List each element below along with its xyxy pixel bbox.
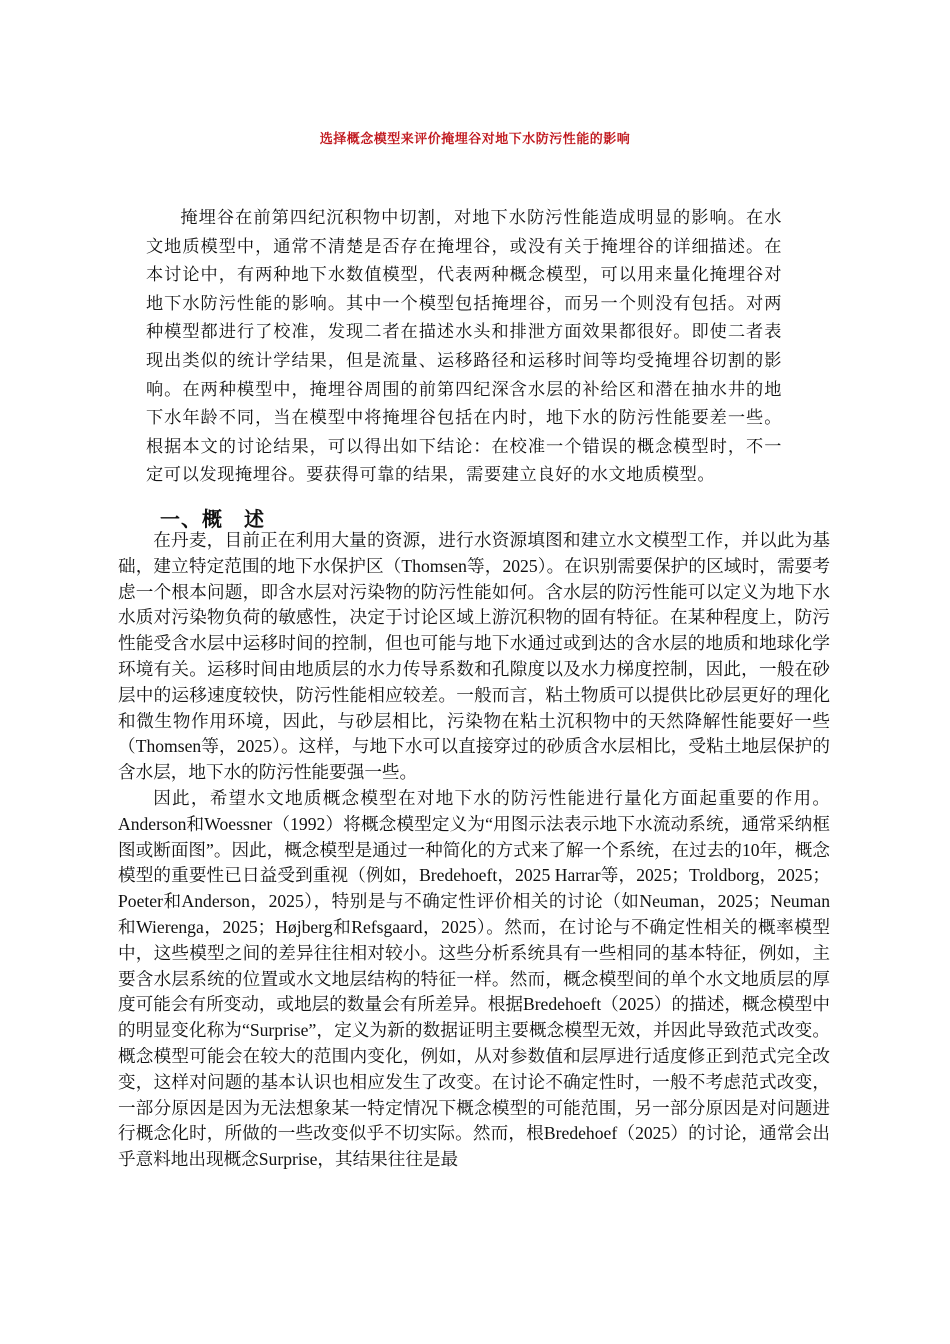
abstract: 掩埋谷在前第四纪沉积物中切割，对地下水防污性能造成明显的影响。在水文地质模型中，通常不清楚是否存在掩埋谷，或没有关于掩埋谷的详细描述。在本讨论中，有两种地下水数值模型，代表两种概念模型，可以用来量化掩埋谷对地下水防污性能的影响。其中一个模型包括掩埋谷，而另一个则没有包括。对两种模型都进行了校准，发现二者在描述水头和排泄方面效果都很好。即使二者表现出类似的统计学结果，但是流量、运移路径和运移时间等均受掩埋谷切割的影响。在两种模型中，掩埋谷周围的前第四纪深含水层的补给区和潜在抽水井的地下水年龄不同，当在模型中将掩埋谷包括在内时，地下水的防污性能要差一些。根据本文的讨论结果，可以得出如下结论：在校准一个错误的概念模型时，不一定可以发现掩埋谷。要获得可靠的结果，需要建立良好的水文地质模型。 — [146, 208, 782, 486]
body-text — [118, 528, 830, 1173]
section-heading: 一、概 述 — [160, 507, 265, 531]
paper-title: 选择概念模型来评价掩埋谷对地下水防污性能的影响 — [319, 132, 631, 147]
paragraph: 在丹麦，目前正在利用大量的资源，进行水资源填图和建立水文模型工作，并以此为基础，建立特定范围的地下水保护区（Thomsen等，2025）。在识别需要保护的区域时，需要考虑一个根本问题，即含水层对污染物的防污性能如何。含水层的防污性能可以定义为地下水水质对污染物负荷的敏感性，决定于讨论区域上游沉积物的固有特征。在某种程度上，防污性能受含水层中运移时间的控制，但也可能与地下水通过或到达的含水层的地质和地球化学环境有关。运移时间由地质层的水力传导系数和孔隙度以及水力梯度控制，因此，一般在砂层中的运移速度较快，防污性能相应较差。一般而言，粘土物质可以提供比砂层更好的理化和微生物作用环境，因此，与砂层相比，污染物在粘土沉积物中的天然降解性能要好一些（Thomsen等，2025）。这样，与地下水可以直接穿过的砂质含水层相比，受粘土地层保护的含水层，地下水的防污性能要强一些。 — [118, 530, 830, 783]
paragraph: 因此，希望水文地质概念模型在对地下水的防污性能进行量化方面起重要的作用。Anderson和Woessner（1992）将概念模型定义为“用图示法表示地下水流动系统，通常采纳框图或断面图”。因此，概念模型是通过一种简化的方式来了解一个系统，在过去的10年，概念模型的重要性已日益受到重视（例如，Bredehoeft，2025 Harrar等，2025；Troldborg，2025；Poeter和Anderson，2025），特别是与不确定性评价相关的讨论（如Neuman，2025；Neuman和Wierenga，2025；Højberg和Refsgaard，2025）。然而，在讨论与不确定性相关的概率模型中，这些模型之间的差异往往相对较小。这些分析系统具有一些相同的基本特征，例如，主要含水层系统的位置或水文地层结构的特征一样。然而，概念模型间的单个水文地质层的厚度可能会有所变动，或地层的数量会有所差异。根据Bredehoeft（2025）的描述，概念模型中的明显变化称为“Surprise”，定义为新的数据证明主要概念模型无效，并因此导致范式改变。概念模型可能会在较大的范围内变化，例如，从对参数值和层厚进行适度修正到范式完全改变，这样对问题的基本认识也相应发生了改变。在讨论不确定性时，一般不考虑范式改变，一部分原因是因为无法想象某一特定情况下概念模型的可能范围，另一部分原因是对问题进行概念化时，所做的一些改变似乎不切实际。然而，根Bredehoef（2025）的讨论，通常会出乎意料地出现概念Surprise，其结果往往是最 — [118, 787, 830, 1170]
